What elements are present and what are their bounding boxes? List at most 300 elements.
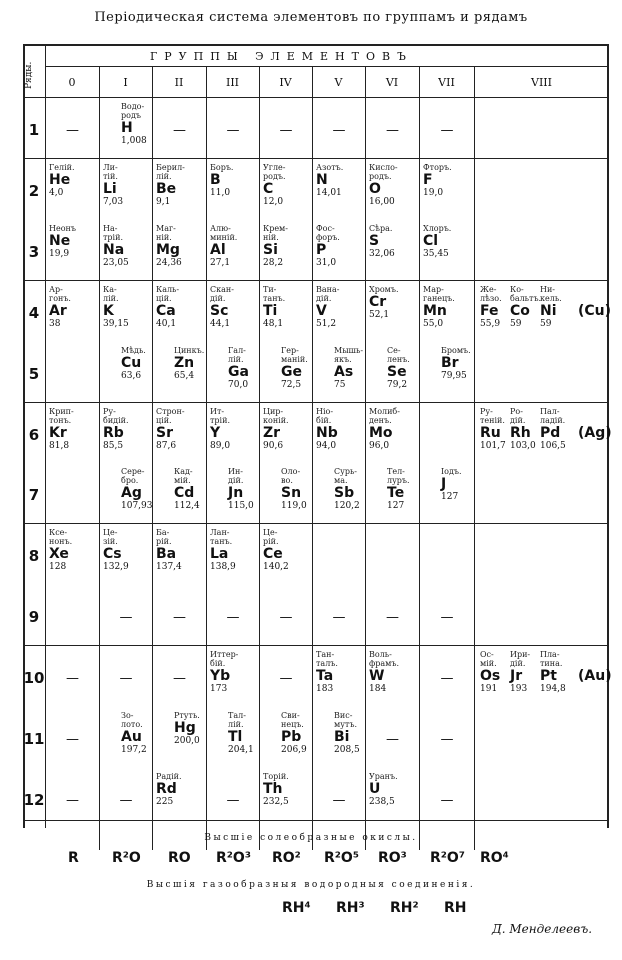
element-symbol: Ne xyxy=(49,232,71,249)
atomic-weight: 79,95 xyxy=(441,370,467,381)
element-cell xyxy=(156,163,185,207)
element-symbol: Na xyxy=(103,241,125,258)
element-symbol: Ge xyxy=(281,363,302,380)
atomic-weight: 193 xyxy=(510,684,528,695)
period-rule xyxy=(23,645,609,646)
row-number: 10 xyxy=(23,669,45,688)
element-cell xyxy=(480,407,506,451)
atomic-weight: 137,4 xyxy=(156,562,182,573)
period-rule xyxy=(23,280,609,281)
atomic-weight: 7,03 xyxy=(103,196,124,207)
column-divider xyxy=(259,66,260,850)
atomic-weight: 24,36 xyxy=(156,257,182,268)
element-name: Се- ленъ. xyxy=(387,345,410,364)
element-cell xyxy=(210,285,234,329)
element-cell xyxy=(263,528,289,572)
oxide-formula: R²O³ xyxy=(216,850,251,866)
element-cell xyxy=(210,224,237,268)
element-symbol: Yb xyxy=(210,668,231,685)
column-divider xyxy=(206,66,207,850)
column-divider xyxy=(365,66,366,850)
element-name: Ба- рій. xyxy=(156,528,172,547)
empty-place-dash: — xyxy=(173,671,186,687)
column-divider xyxy=(419,66,420,850)
element-name: Вана- дій. xyxy=(316,284,340,303)
atomic-weight: 27,1 xyxy=(210,257,231,268)
element-cell xyxy=(316,285,339,329)
element-name: Торій. xyxy=(263,771,289,781)
group-header-7: VII xyxy=(438,76,455,89)
element-cell xyxy=(387,467,410,511)
element-symbol: Ga xyxy=(228,363,249,380)
empty-place-dash: — xyxy=(119,671,133,687)
empty-place-dash: — xyxy=(440,792,454,808)
header-bottom-rule xyxy=(23,97,609,98)
element-symbol: Bi xyxy=(334,729,350,745)
groups-caption: ГРУППЫ ЭЛЕМЕНТОВЪ xyxy=(150,50,413,63)
element-cell xyxy=(103,285,129,329)
element-symbol: F xyxy=(423,171,433,188)
row-number: 9 xyxy=(28,608,40,627)
element-name: Ртуть. xyxy=(174,711,200,720)
element-symbol: Ta xyxy=(316,668,334,685)
empty-place-dash: — xyxy=(119,610,133,626)
row-number: 11 xyxy=(23,730,45,748)
atomic-weight: 94,0 xyxy=(316,440,337,451)
atomic-weight: 115,0 xyxy=(228,501,254,512)
element-name: На- трій. xyxy=(103,223,123,242)
atomic-weight: 96,0 xyxy=(369,440,390,451)
element-name: Берил- лій. xyxy=(156,162,185,181)
atomic-weight: 194,8 xyxy=(540,684,566,695)
atomic-weight: 52,1 xyxy=(369,309,390,320)
element-name: Мар- ганецъ. xyxy=(423,284,455,303)
element-symbol: Sc xyxy=(210,302,229,319)
element-cell xyxy=(480,285,502,329)
element-name: Скан- дій. xyxy=(210,284,234,303)
element-name: Фос- форъ. xyxy=(316,223,340,242)
atomic-weight: 191 xyxy=(480,684,498,695)
element-symbol: U xyxy=(369,780,381,797)
element-cell xyxy=(210,163,233,198)
atomic-weight: 127 xyxy=(387,501,405,512)
element-name: Ро- дій. xyxy=(510,406,526,425)
element-symbol: Nb xyxy=(316,424,338,441)
element-cell xyxy=(49,528,72,572)
oxide-formula: R²O xyxy=(112,850,141,866)
element-symbol: Sr xyxy=(156,424,173,441)
atomic-weight: 208,5 xyxy=(334,745,360,755)
element-cell xyxy=(156,285,179,329)
element-name: Пла- тина. xyxy=(540,650,563,669)
element-cell xyxy=(121,102,147,146)
element-name: Ит- трій. xyxy=(210,406,230,425)
element-cell xyxy=(156,224,182,268)
element-cell xyxy=(174,711,200,746)
page-title: Періодическая система элементовъ по группамъ и рядамъ xyxy=(94,10,528,25)
element-symbol: S xyxy=(369,232,380,249)
element-symbol: Pt xyxy=(540,668,557,685)
atomic-weight: 28,2 xyxy=(263,257,284,268)
atomic-weight: 206,9 xyxy=(281,745,307,755)
element-cell xyxy=(281,711,307,755)
element-cell xyxy=(423,163,452,198)
element-name: Сви- нецъ. xyxy=(281,711,304,729)
element-name: Ин- дій. xyxy=(228,467,244,486)
row-number: 2 xyxy=(28,181,40,200)
empty-place-dash: — xyxy=(440,123,454,138)
element-name: Сере- бро. xyxy=(121,467,145,486)
element-name: Молиб- денъ. xyxy=(369,406,400,425)
element-cell xyxy=(369,772,398,807)
element-name: Ири- дій. xyxy=(510,650,531,669)
atomic-weight: 127 xyxy=(441,492,459,503)
element-symbol: La xyxy=(210,546,229,563)
element-cell xyxy=(210,650,238,694)
element-cell xyxy=(263,285,285,329)
element-symbol: Y xyxy=(210,424,221,441)
element-symbol: Pb xyxy=(281,729,302,745)
element-symbol: H xyxy=(121,120,133,136)
atomic-weight: 38 xyxy=(49,318,61,329)
row-number: 4 xyxy=(28,303,40,322)
column-divider xyxy=(312,66,313,850)
element-symbol: Os xyxy=(480,668,501,685)
empty-place-dash: — xyxy=(279,671,293,687)
element-symbol: Br xyxy=(441,354,459,371)
element-symbol: V xyxy=(316,302,327,319)
element-cell xyxy=(263,407,289,451)
element-name: Сурь- ма. xyxy=(334,467,358,486)
element-cell xyxy=(316,163,343,198)
element-cell xyxy=(334,711,360,755)
empty-place-dash: — xyxy=(332,610,346,626)
atomic-weight: 106,5 xyxy=(540,440,566,451)
element-name: Азотъ. xyxy=(316,162,344,172)
element-symbol: Zr xyxy=(263,424,281,441)
element-symbol: Kr xyxy=(49,424,67,441)
element-symbol: Mn xyxy=(423,302,447,319)
element-symbol: Co xyxy=(510,302,530,319)
element-name: Цинкъ. xyxy=(174,345,205,355)
element-symbol: Al xyxy=(210,241,226,258)
empty-place-dash: — xyxy=(279,123,293,138)
atomic-weight: 232,5 xyxy=(263,796,289,807)
atomic-weight: 4,0 xyxy=(49,187,64,198)
group-header-8: VIII xyxy=(531,76,552,89)
element-cell xyxy=(369,407,400,451)
element-name: Ру- бидій. xyxy=(103,406,129,425)
row-number: 12 xyxy=(23,790,45,809)
atomic-weight: 59 xyxy=(510,318,522,329)
element-cell xyxy=(510,407,536,451)
element-name: Уранъ. xyxy=(369,771,398,781)
hydride-formula: RH³ xyxy=(336,900,365,916)
atomic-weight: 55,9 xyxy=(480,318,501,329)
atomic-weight: 39,15 xyxy=(103,318,129,329)
element-name: Неонъ xyxy=(49,223,76,233)
empty-place-dash: — xyxy=(440,671,454,687)
row-number: 8 xyxy=(28,547,40,566)
element-symbol: He xyxy=(49,171,71,188)
oxide-formula: R²O⁷ xyxy=(430,850,465,866)
atomic-weight: 48,1 xyxy=(263,318,284,329)
atomic-weight: 107,93 xyxy=(121,501,153,512)
empty-place-dash: — xyxy=(440,732,454,747)
element-name: Сѣра. xyxy=(369,223,393,233)
element-name: Мѣдь. xyxy=(121,345,146,355)
atomic-weight: 32,06 xyxy=(369,248,395,259)
element-symbol: Au xyxy=(121,729,142,745)
element-name: Зо- лото. xyxy=(121,711,143,729)
element-symbol: Sn xyxy=(281,485,302,502)
element-cell xyxy=(334,467,360,511)
element-name: Ни- кель. xyxy=(540,284,562,303)
element-symbol: N xyxy=(316,171,328,188)
element-name: Лан- танъ. xyxy=(210,528,233,547)
empty-place-dash: — xyxy=(386,732,399,747)
group-header-5: V xyxy=(334,76,343,89)
atomic-weight: 112,4 xyxy=(174,501,200,512)
atomic-weight: 40,1 xyxy=(156,318,177,329)
element-symbol: As xyxy=(334,363,354,380)
element-cell xyxy=(441,467,462,502)
element-name: Крем- ній. xyxy=(263,223,288,242)
element-symbol: Li xyxy=(103,180,117,197)
element-symbol: Rd xyxy=(156,780,177,797)
hydride-formula: RH xyxy=(444,900,467,916)
element-cell xyxy=(103,224,129,268)
element-cell xyxy=(369,163,398,207)
element-symbol: Tl xyxy=(228,729,243,745)
empty-place-dash: — xyxy=(386,610,399,626)
element-name: Каль- цій. xyxy=(156,284,180,303)
atomic-weight: 197,2 xyxy=(121,745,147,755)
element-cell xyxy=(228,467,254,511)
period-rule xyxy=(23,523,609,524)
element-cell xyxy=(510,650,530,694)
element-name: Же- лѣзо. xyxy=(480,284,502,303)
element-cell xyxy=(156,528,182,572)
row-number: 1 xyxy=(28,121,40,139)
element-symbol: Se xyxy=(387,363,407,380)
element-name: Ли- тій. xyxy=(103,162,118,181)
atomic-weight: 138,9 xyxy=(210,562,236,573)
element-symbol: Cu xyxy=(121,354,142,371)
group-header-6: VI xyxy=(385,76,399,89)
empty-place-dash: — xyxy=(119,792,133,808)
element-symbol: O xyxy=(369,180,381,197)
element-cell xyxy=(210,528,236,572)
oxide-formula: R²O⁵ xyxy=(324,850,359,866)
element-name: Строн- цій. xyxy=(156,406,185,425)
element-name: Це- зій. xyxy=(103,528,118,547)
element-name: Гер- маній. xyxy=(281,345,308,364)
signature: Д. Менделеевъ. xyxy=(492,922,593,936)
atomic-weight: 238,5 xyxy=(369,796,395,807)
element-cell xyxy=(540,650,566,694)
atomic-weight: 200,0 xyxy=(174,736,200,746)
element-name: Тал- лій. xyxy=(228,711,246,729)
atomic-weight: 103,0 xyxy=(510,440,536,451)
element-symbol: Ni xyxy=(540,302,557,319)
oxide-formula: RO⁴ xyxy=(480,850,509,866)
atomic-weight: 101,7 xyxy=(480,440,506,451)
element-cell xyxy=(174,467,200,511)
group-header-1: I xyxy=(123,76,128,89)
element-name: Гал- лій. xyxy=(228,345,246,364)
atomic-weight: 132,9 xyxy=(103,562,129,573)
element-name: Радій. xyxy=(156,771,182,781)
element-symbol: Ca xyxy=(156,302,176,319)
group-header-3: III xyxy=(225,76,240,89)
period-rule xyxy=(23,402,609,403)
atomic-weight: 204,1 xyxy=(228,745,254,755)
element-name: Тел- луръ. xyxy=(387,467,410,486)
element-symbol: Th xyxy=(263,780,283,797)
atomic-weight: 1,008 xyxy=(121,136,147,146)
atomic-weight: 140,2 xyxy=(263,562,289,573)
group-header-2: II xyxy=(174,76,184,89)
element-name: Кад- мій. xyxy=(174,467,193,486)
empty-place-dash: — xyxy=(66,732,79,747)
element-symbol: W xyxy=(369,668,385,685)
element-symbol: Zn xyxy=(174,354,195,371)
atomic-weight: 87,6 xyxy=(156,440,177,451)
element-cell xyxy=(156,772,182,807)
element-cell xyxy=(281,467,307,511)
element-name: Алю- миній. xyxy=(210,223,238,242)
atomic-weight: 65,4 xyxy=(174,370,195,381)
atomic-weight: 119,0 xyxy=(281,501,307,512)
element-name: Тан- талъ. xyxy=(316,650,338,669)
element-symbol: Ru xyxy=(480,424,501,441)
element-cell xyxy=(540,285,562,329)
empty-place-dash: — xyxy=(332,792,346,808)
row-number: 6 xyxy=(28,425,40,444)
header-rule xyxy=(45,66,609,67)
empty-place-dash: — xyxy=(66,123,79,138)
group-viii-paren-symbol: (Au) xyxy=(578,668,612,685)
element-name: Ти- танъ. xyxy=(263,284,286,303)
element-cell xyxy=(540,407,566,451)
atomic-weight: 81,8 xyxy=(49,440,70,451)
element-cell xyxy=(263,224,288,268)
element-symbol: Cs xyxy=(103,546,122,563)
element-cell xyxy=(228,711,254,755)
column-divider xyxy=(152,66,153,850)
element-symbol: Mg xyxy=(156,241,180,258)
element-name: Цир- коній. xyxy=(263,406,289,425)
atomic-weight: 19,0 xyxy=(423,187,444,198)
periods-header: Ряды. xyxy=(24,61,34,89)
element-cell xyxy=(369,650,399,694)
atomic-weight: 90,6 xyxy=(263,440,284,451)
atomic-weight: 183 xyxy=(316,684,334,695)
atomic-weight: 184 xyxy=(369,684,387,695)
row-number: 7 xyxy=(28,486,40,505)
column-divider xyxy=(99,66,100,850)
element-name: Мышь- якъ. xyxy=(334,345,364,364)
atomic-weight: 35,45 xyxy=(423,248,449,259)
element-cell xyxy=(369,285,399,320)
atomic-weight: 19,9 xyxy=(49,248,70,259)
hydride-formula: RH⁴ xyxy=(282,900,311,916)
element-name: Пал- ладій. xyxy=(540,406,566,425)
oxide-r: R xyxy=(68,850,79,866)
element-cell xyxy=(103,407,129,451)
atomic-weight: 128 xyxy=(49,562,67,573)
atomic-weight: 70,0 xyxy=(228,379,249,390)
empty-place-dash: — xyxy=(226,792,240,808)
empty-place-dash: — xyxy=(332,123,346,138)
atomic-weight: 31,0 xyxy=(316,257,337,268)
atomic-weight: 63,6 xyxy=(121,370,142,381)
row-number: 5 xyxy=(28,364,40,383)
atomic-weight: 72,5 xyxy=(281,379,302,390)
atomic-weight: 85,5 xyxy=(103,440,124,451)
group-viii-paren-symbol: (Ag) xyxy=(578,424,612,441)
element-cell xyxy=(228,346,249,390)
element-name: Боръ. xyxy=(210,162,234,172)
oxide-formula: RO xyxy=(168,850,191,866)
element-name: Кce- нонъ. xyxy=(49,528,73,547)
element-cell xyxy=(121,467,153,511)
atomic-weight: 120,2 xyxy=(334,501,360,512)
element-symbol: C xyxy=(263,180,274,197)
element-symbol: Jn xyxy=(228,485,244,502)
element-symbol: Hg xyxy=(174,720,196,736)
empty-place-dash: — xyxy=(279,610,293,626)
empty-place-dash: — xyxy=(173,610,186,626)
element-cell xyxy=(423,285,455,329)
element-symbol: K xyxy=(103,302,114,319)
atomic-weight: 59 xyxy=(540,318,552,329)
element-name: Иттер- бій. xyxy=(210,650,239,669)
empty-place-dash: — xyxy=(66,671,79,687)
element-symbol: Cd xyxy=(174,485,195,502)
element-symbol: Sb xyxy=(334,485,355,502)
column-divider xyxy=(474,66,475,850)
element-cell xyxy=(174,346,204,381)
element-name: Гелій. xyxy=(49,162,75,172)
atomic-weight: 12,0 xyxy=(263,196,284,207)
atomic-weight: 23,05 xyxy=(103,257,129,268)
atomic-weight: 89,0 xyxy=(210,440,231,451)
element-symbol: Rh xyxy=(510,424,531,441)
element-cell xyxy=(49,224,76,259)
element-cell xyxy=(121,711,147,755)
element-symbol: Xe xyxy=(49,546,69,563)
atomic-weight: 79,2 xyxy=(387,379,408,390)
group-header-4: IV xyxy=(279,76,292,89)
element-cell xyxy=(316,407,338,451)
element-name: Крип- тонъ. xyxy=(49,406,74,425)
element-cell xyxy=(510,285,541,329)
atomic-weight: 11,0 xyxy=(210,187,231,198)
element-cell xyxy=(387,346,410,390)
empty-place-dash: — xyxy=(66,792,79,808)
element-name: Хромъ. xyxy=(369,284,399,294)
element-name: Угле- родъ. xyxy=(263,162,286,181)
hydrides-caption: Высшія газообразныя водородныя соединенія. xyxy=(146,880,476,890)
empty-place-dash: — xyxy=(173,123,186,138)
element-name: Іодъ. xyxy=(441,467,462,477)
atomic-weight: 14,01 xyxy=(316,187,342,198)
empty-place-dash: — xyxy=(386,123,399,138)
empty-place-dash: — xyxy=(226,123,240,138)
element-cell xyxy=(263,772,289,807)
